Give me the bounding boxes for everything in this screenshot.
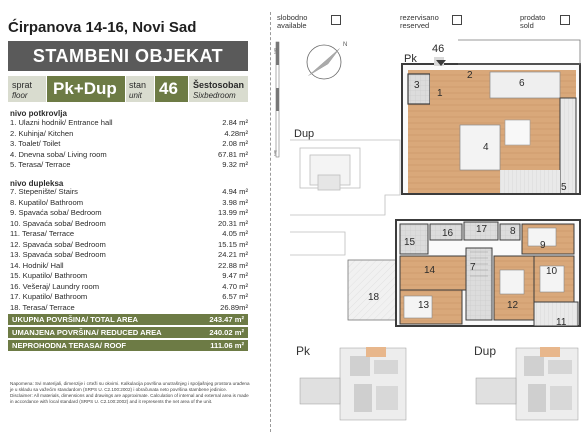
room-number: 11 — [556, 317, 567, 328]
room-row: 15. Kupatilo/ Bathroom 9.47 m² — [10, 271, 248, 280]
floor-value: Pk+Dup — [53, 79, 117, 98]
room-number: 10 — [546, 266, 558, 277]
room-row: 14. Hodnik/ Hall 22.88 m² — [10, 260, 248, 270]
room-row: 8. Kupatilo/ Bathroom 3.98 m² — [10, 197, 248, 207]
legend-available: slobodno available — [277, 14, 307, 30]
room-row: 7. Stepenište/ Stairs 4.94 m² — [10, 187, 248, 196]
room-row: 5. Terasa/ Terrace 9.32 m² — [10, 160, 248, 169]
svg-text:0m: 0m — [273, 48, 278, 54]
room-row: 12. Spavaća soba/ Bedroom 15.15 m² — [10, 239, 248, 249]
level-heading-duplex: nivo dupleksa — [10, 179, 64, 188]
room-row: 10. Spavaća soba/ Bedroom 20.31 m² — [10, 218, 248, 228]
unit-highlight — [366, 347, 386, 357]
room-number: 2 — [467, 70, 473, 81]
svg-text:5m: 5m — [273, 150, 278, 156]
level-heading-attic: nivo potkrovlja — [10, 109, 67, 118]
room-number: 13 — [418, 300, 430, 311]
room-row: 16. Vešeraj/ Laundry room 4.70 m² — [10, 281, 248, 291]
mini-key-plan-duplex — [474, 344, 578, 420]
room-row: 17. Kupatilo/ Bathroom 6.57 m² — [10, 292, 248, 301]
room-row: 18. Terasa/ Terrace 26.89m² — [10, 302, 248, 312]
mini-key-plan-attic — [296, 344, 406, 420]
unit-number-label: 46 — [432, 43, 445, 55]
floor-label: sprat — [12, 80, 33, 90]
room-number: 5 — [561, 182, 567, 193]
room-number: 17 — [476, 224, 488, 235]
type-label: Šestosoban — [193, 80, 245, 90]
room-number: 15 — [404, 237, 416, 248]
roof-area-bar: NEPROHODNA TERASA/ ROOF 111.06 m² — [8, 340, 248, 351]
room-number: 1 — [437, 88, 443, 99]
room-number: 6 — [519, 78, 525, 89]
room-number: 12 — [507, 300, 519, 311]
floor-label-en: floor — [12, 91, 28, 100]
north-arrow-icon — [307, 42, 347, 79]
unit-label-en: unit — [129, 91, 142, 100]
disclaimer-sr: Napomena: Svi materijali, dimenzije i crteži su okvirni. Kalkulacija površina unutrašnjeg i spoljašnjeg prostora urađena je u skladu sa važećim standardom (SRPS U. C2.100:2002) i obračunata neto površina stambene jedinice. — [10, 381, 250, 392]
reduced-area-bar: UMANJENA POVRŠINA/ REDUCED AREA 240.02 m² — [8, 327, 248, 338]
legend-reserved: rezervisano reserved — [400, 14, 439, 30]
type-label-en: Sixbedroom — [193, 91, 236, 100]
room-row: 1. Ulazni hodnik/ Entrance hall 2.84 m² — [10, 118, 248, 127]
legend-sold: prodato sold — [520, 14, 545, 30]
room-row: 13. Spavaća soba/ Bedroom 24.21 m² — [10, 250, 248, 259]
north-label: N — [343, 42, 348, 48]
room-number: 4 — [483, 142, 489, 153]
address-title: Ćirpanova 14-16, Novi Sad — [8, 19, 197, 36]
room-number: 16 — [442, 228, 454, 239]
unit-highlight — [540, 347, 560, 357]
unit-value: 46 — [159, 79, 178, 98]
room-row: 3. Toalet/ Toilet 2.08 m² — [10, 139, 248, 148]
building-title: STAMBENI OBJEKAT — [8, 41, 248, 71]
room-number: 3 — [414, 80, 420, 91]
room-row: 9. Spavaća soba/ Bedroom 13.99 m² — [10, 208, 248, 217]
mini-pk-label: Pk — [296, 344, 311, 358]
pk-level-label: Pk — [404, 53, 417, 65]
scale-bar — [273, 42, 279, 157]
total-area-bar: UKUPNA POVRŠINA/ TOTAL AREA 243.47 m² — [8, 314, 248, 325]
room-number: 7 — [470, 262, 476, 273]
room-row: 11. Terasa/ Terrace 4.05 m² — [10, 229, 248, 238]
room-number: 18 — [368, 292, 380, 303]
attic-level-plan — [402, 40, 580, 194]
room-number: 8 — [510, 226, 516, 237]
dup-level-label: Dup — [294, 128, 315, 140]
neighbour-outline — [290, 140, 400, 255]
disclaimer-en: Disclaimer: All materials, dimensions and drawings are approximate. Calculation of internal and external area is made in accordance with local standard (SRPS U. C2.100:2002) and it represents the net area of the unit. — [10, 393, 249, 404]
mini-dup-label: Dup — [474, 344, 497, 358]
unit-label: stan — [129, 80, 147, 90]
room-number: 9 — [540, 240, 546, 251]
room-row: 2. Kuhinja/ Kitchen 4.28m² — [10, 128, 248, 138]
room-row: 4. Dnevna soba/ Living room 67.81 m² — [10, 149, 248, 159]
room-number: 14 — [424, 265, 436, 276]
